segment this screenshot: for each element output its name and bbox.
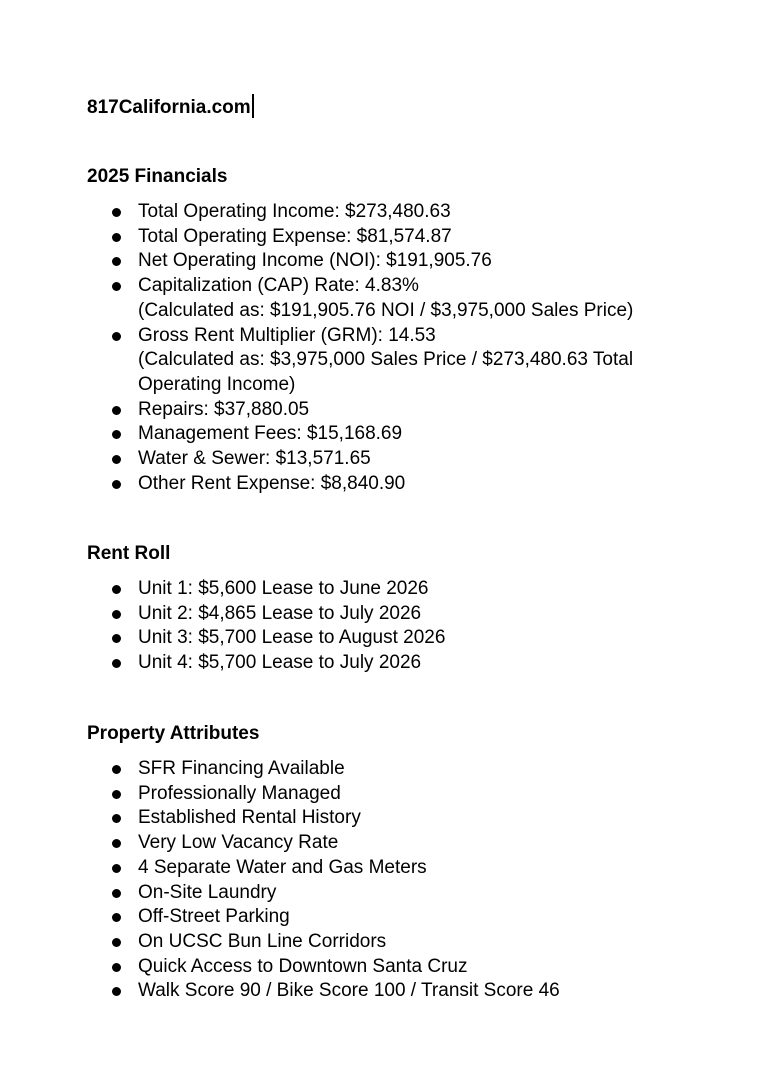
list-item-text: Operating Income) (138, 373, 296, 395)
list-item (112, 324, 712, 398)
list-item-text: Off-Street Parking (138, 906, 290, 928)
bullet-icon (112, 634, 121, 643)
list-item-text: 4 Separate Water and Gas Meters (138, 856, 427, 878)
list-item (112, 905, 712, 930)
list-item-text: Capitalization (CAP) Rate: 4.83% (138, 275, 419, 297)
bullet-icon (112, 864, 121, 873)
document-title-text: 817California.com (87, 97, 251, 118)
bullet-icon (112, 233, 121, 242)
list-item-text: Unit 1: $5,600 Lease to June 2026 (138, 578, 429, 599)
list-item-text: Very Low Vacancy Rate (138, 832, 339, 854)
list-item-text: Total Operating Income: $273,480.63 (138, 201, 451, 222)
list-item-text: Unit 2: $4,865 Lease to July 2026 (138, 602, 422, 624)
list-item (112, 602, 712, 627)
bullet-icon (112, 430, 121, 439)
list-item-text: Walk Score 90 / Bike Score 100 / Transit Score 46 (138, 980, 560, 1002)
list-item (112, 757, 712, 782)
bullet-icon (112, 659, 121, 668)
list-item (112, 472, 712, 497)
bullet-icon (112, 765, 121, 774)
list-item-text: On-Site Laundry (138, 881, 277, 903)
list-item (112, 856, 712, 881)
list-item-text: Established Rental History (138, 807, 361, 829)
bullet-icon (112, 889, 121, 898)
list-item-text: Professionally Managed (138, 782, 341, 804)
financials-list (112, 200, 712, 496)
bullet-icon (112, 257, 121, 266)
list-item (112, 577, 712, 602)
text-cursor (252, 94, 254, 118)
list-item-text: Quick Access to Downtown Santa Cruz (138, 955, 468, 977)
bullet-icon (112, 455, 121, 464)
list-item (112, 806, 712, 831)
bullet-icon (112, 839, 121, 848)
list-item (112, 782, 712, 807)
list-item (112, 930, 712, 955)
list-item-text: Water & Sewer: $13,571.65 (138, 448, 371, 470)
financials-heading: 2025 Financials (87, 166, 228, 187)
list-item (112, 626, 712, 651)
list-item (112, 831, 712, 856)
bullet-icon (112, 938, 121, 947)
bullet-icon (112, 480, 121, 489)
list-item (112, 225, 712, 250)
list-item-text: Unit 3: $5,700 Lease to August 2026 (138, 627, 446, 649)
list-item-text: (Calculated as: $3,975,000 Sales Price / $273,480.63 Total (138, 349, 634, 371)
list-item (112, 274, 712, 323)
list-item (112, 881, 712, 906)
list-item-text: Other Rent Expense: $8,840.90 (138, 472, 406, 494)
list-item-text: On UCSC Bun Line Corridors (138, 930, 387, 952)
list-item (112, 447, 712, 472)
bullet-icon (112, 406, 121, 415)
property-attributes-heading: Property Attributes (87, 723, 260, 744)
list-item (112, 398, 712, 423)
list-item-text: Repairs: $37,880.05 (138, 398, 310, 420)
rent-roll-heading: Rent Roll (87, 543, 171, 564)
property-attributes-list (112, 757, 712, 1004)
list-item (112, 979, 712, 1004)
bullet-icon (112, 790, 121, 799)
document-title[interactable] (87, 94, 254, 120)
bullet-icon (112, 332, 121, 341)
list-item (112, 955, 712, 980)
list-item-text: SFR Financing Available (138, 758, 345, 779)
bullet-icon (112, 610, 121, 619)
list-item-text: Net Operating Income (NOI): $191,905.76 (138, 250, 492, 272)
bullet-icon (112, 913, 121, 922)
list-item-text: Total Operating Expense: $81,574.87 (138, 225, 452, 247)
list-item-text: (Calculated as: $191,905.76 NOI / $3,975,000 Sales Price) (138, 299, 634, 321)
list-item (112, 249, 712, 274)
list-item (112, 422, 712, 447)
list-item-text: Management Fees: $15,168.69 (138, 423, 403, 445)
list-item (112, 651, 712, 676)
bullet-icon (112, 963, 121, 972)
list-item (112, 200, 712, 225)
list-item-text: Gross Rent Multiplier (GRM): 14.53 (138, 324, 436, 346)
bullet-icon (112, 814, 121, 823)
list-item-text: Unit 4: $5,700 Lease to July 2026 (138, 652, 422, 674)
bullet-icon (112, 585, 121, 594)
bullet-icon (112, 987, 121, 996)
bullet-icon (112, 208, 121, 217)
rent-roll-list (112, 577, 712, 676)
bullet-icon (112, 282, 121, 291)
